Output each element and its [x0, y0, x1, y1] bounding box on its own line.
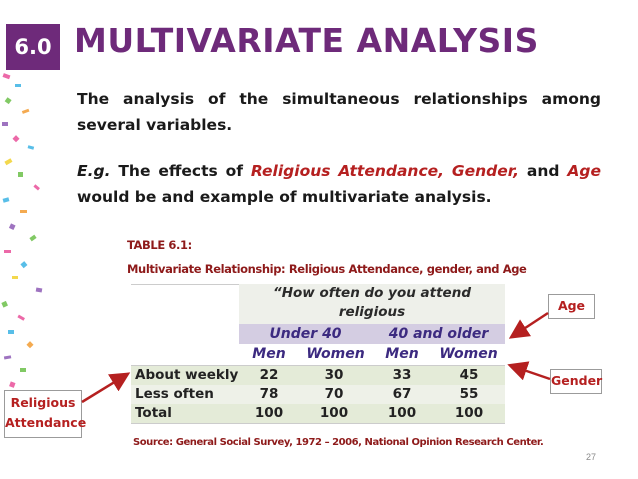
- table-cell: 100: [254, 405, 284, 421]
- age-callout: Age: [548, 294, 595, 319]
- example-text-a: The effects of: [110, 162, 251, 180]
- example-text-b: and: [519, 162, 568, 180]
- gender-header: Men: [385, 346, 419, 362]
- table-row: [131, 404, 505, 423]
- age-arrow: [513, 313, 548, 336]
- religious-attendance-arrow: [82, 375, 126, 402]
- example-highlight-b: Age: [567, 162, 601, 180]
- example-highlight-a: Religious Attendance, Gender,: [250, 162, 520, 180]
- gender-callout: Gender: [550, 369, 602, 394]
- table-cell: 55: [459, 386, 479, 402]
- gender-header: Men: [252, 346, 286, 362]
- table-cell: 100: [387, 405, 417, 421]
- example-prefix: E.g.: [77, 162, 111, 180]
- table-cell: 100: [454, 405, 484, 421]
- question-line-1: “How often do you attend religious: [273, 285, 471, 320]
- definition-paragraph: The analysis of the simultaneous relationships among several variables.: [77, 90, 601, 134]
- table-caption-title: Multivariate Relationship: Religious Attendance, gender, and Age: [127, 262, 527, 276]
- table-bottom-rule: [131, 423, 505, 424]
- table-caption-number: TABLE 6.1:: [127, 238, 192, 252]
- table-row: [131, 385, 505, 404]
- religious-attendance-callout: [4, 390, 87, 438]
- table-cell: 67: [392, 386, 412, 402]
- row-label: Less often: [135, 386, 214, 402]
- section-number: 6.0: [14, 35, 52, 59]
- table-source: Source: General Social Survey, 1972 – 2006, National Opinion Research Center.: [133, 437, 544, 448]
- example-text-c: would be and example of multivariate analysis.: [77, 188, 492, 206]
- gender-header-row: [239, 344, 505, 364]
- gender-arrow: [512, 366, 550, 379]
- table-cell: 22: [259, 367, 279, 383]
- table-cell: 30: [324, 367, 344, 383]
- table-cell: 33: [392, 367, 412, 383]
- age-group-40-older: 40 and older: [388, 326, 489, 342]
- row-label: Total: [135, 405, 172, 421]
- row-label: About weekly: [135, 367, 239, 383]
- table-row: [131, 366, 505, 385]
- section-number-badge: [6, 24, 60, 70]
- gender-header: Women: [439, 346, 498, 362]
- table-cell: 45: [459, 367, 479, 383]
- age-group-under-40: Under 40: [269, 326, 342, 342]
- example-paragraph: [77, 158, 601, 210]
- age-group-header-row: [239, 324, 505, 344]
- table-cell: 100: [319, 405, 349, 421]
- gender-header: Women: [306, 346, 365, 362]
- slide-title: MULTIVARIATE ANALYSIS: [74, 21, 539, 60]
- table-cell: 70: [324, 386, 344, 402]
- religious-callout-line-2: Attendance: [5, 415, 87, 430]
- question-header: [239, 284, 505, 324]
- page-number: 27: [586, 452, 597, 462]
- religious-callout-line-1: Religious: [10, 395, 76, 410]
- table-cell: 78: [259, 386, 279, 402]
